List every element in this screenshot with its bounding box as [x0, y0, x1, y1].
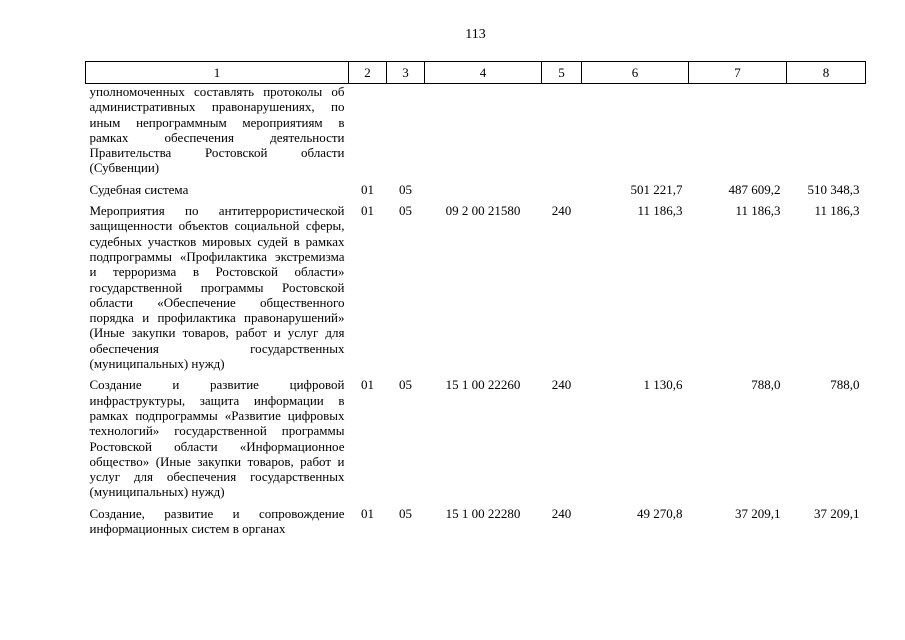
table-row	[86, 176, 866, 197]
subsection-code: 05	[399, 181, 412, 197]
row-description: Создание, развитие и сопровождение информационных систем в органах	[89, 505, 345, 537]
section-code	[349, 84, 387, 176]
column-header: 2	[349, 62, 387, 84]
column-header: 6	[582, 62, 689, 84]
amount-year-3: 510 348,3	[807, 181, 860, 197]
amount-year-1	[582, 84, 689, 176]
subsection-code: 05	[399, 505, 412, 521]
subsection-code: 05	[399, 203, 412, 219]
amount-year-3	[787, 84, 866, 176]
row-description: Судебная система	[89, 181, 189, 197]
target-article-code: 09 2 00 21580	[445, 203, 521, 219]
table-row	[86, 500, 866, 537]
page-number: 113	[465, 27, 486, 42]
amount-year-3: 11 186,3	[814, 203, 860, 219]
expense-type-code	[542, 84, 582, 176]
amount-year-2: 788,0	[751, 377, 781, 393]
section-code: 01	[361, 505, 374, 521]
amount-year-2: 487 609,2	[728, 181, 781, 197]
table-row	[86, 84, 866, 176]
amount-year-2	[689, 84, 787, 176]
target-article-code	[425, 84, 542, 176]
amount-year-2: 11 186,3	[735, 203, 781, 219]
amount-year-3: 788,0	[830, 377, 860, 393]
column-header: 3	[387, 62, 425, 84]
section-code: 01	[361, 203, 374, 219]
amount-year-1: 11 186,3	[637, 203, 683, 219]
subsection-code: 05	[399, 377, 412, 393]
section-code: 01	[361, 181, 374, 197]
table-header-row	[86, 62, 866, 84]
amount-year-2: 37 209,1	[735, 505, 781, 521]
subsection-code	[387, 84, 425, 176]
expense-type-code: 240	[551, 377, 572, 393]
section-code: 01	[361, 377, 374, 393]
row-description: Мероприятия по антитеррористической защищенности объектов социальной сферы, судебных участков мировых судей в рамках подпрограммы «Профилактика экстремизма и терроризма в Ростовской области» государственной программы Ростовской области «Обеспечение общественного порядка и профилактика правонарушений» (Иные закупки товаров, работ и услуг для обеспечения государственных (муниципальных) нужд)	[89, 203, 345, 372]
amount-year-1: 49 270,8	[637, 505, 683, 521]
target-article-code	[425, 176, 542, 197]
column-header: 1	[86, 62, 349, 84]
expense-type-code	[542, 176, 582, 197]
table-row	[86, 371, 866, 499]
target-article-code: 15 1 00 22260	[445, 377, 521, 393]
column-header: 4	[425, 62, 542, 84]
expense-type-code: 240	[551, 203, 572, 219]
column-header: 7	[689, 62, 787, 84]
budget-table	[85, 61, 866, 536]
column-header: 8	[787, 62, 866, 84]
amount-year-1: 501 221,7	[630, 181, 683, 197]
column-header: 5	[542, 62, 582, 84]
target-article-code: 15 1 00 22280	[445, 505, 521, 521]
row-description: уполномоченных составлять протоколы об административных правонарушениях, по иным непрограммным мероприятиям в рамках обеспечения деятельности Правительства Ростовской области (Субвенции)	[89, 84, 345, 176]
amount-year-3: 37 209,1	[814, 505, 860, 521]
amount-year-1: 1 130,6	[643, 377, 683, 393]
table-row	[86, 197, 866, 371]
expense-type-code: 240	[551, 505, 572, 521]
row-description: Создание и развитие цифровой инфраструктуры, защита информации в рамках подпрограммы «Развитие цифровых технологий» государственной программы Ростовской области «Информационное общество» (Иные закупки товаров, работ и услуг для обеспечения государственных (муниципальных) нужд)	[89, 377, 345, 500]
